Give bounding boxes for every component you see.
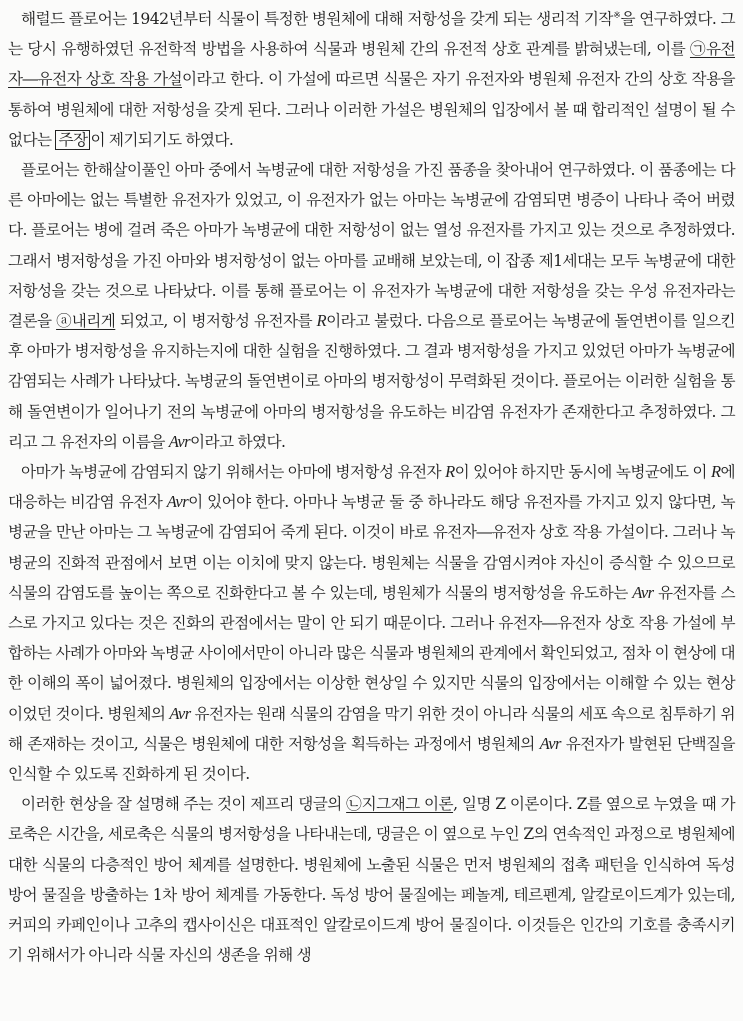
gene-symbol-avr: Avr (539, 733, 561, 753)
gene-symbol-avr: Avr (166, 492, 189, 512)
passage-text (8, 4, 735, 971)
p2-text-a: 플로어는 한해살이풀인 아마 중에서 녹병균에 대한 저항성을 가진 품종을 찾아내어 연구하였다. 이 품종에는 다른 아마에는 없는 특별한 유전자가 있었고, 이 유전자가 없는 아마는 녹병균에 감염되면 병증이 나타나 죽어 버렸다. 플로어는 병에 걸려 죽은 아마가 녹병균에 대한 저항성이 없는 열성 유전자를 가지고 있는 것으로 추정하였다. 그래서 병저항성을 가진 아마와 병저항성이 없는 아마를 교배해 보았는데, 이 잡종 제1세대는 모두 녹병균에 대한 저항성을 갖는 것으로 나타났다. 이를 통해 플로어는 이 유전자가 녹병균에 대한 저항성을 갖는 우성 유전자라는 결론을 (8, 161, 735, 331)
paragraph-2 (8, 155, 735, 457)
footnote-mark: ※ (612, 10, 621, 21)
paragraph-1 (8, 4, 735, 155)
p1-text-a: 해럴드 플로어는 1942년부터 식물이 특정한 병원체에 대해 저항성을 갖게 되는 생리적 기작 (21, 10, 613, 28)
p3-text-f: 유전자는 원래 식물의 감염을 막기 위한 것이 아니라 식물의 세포 속으로 침투하기 위해 존재하는 것이고, 식물은 병원체에 대한 저항성을 획득하는 과정에서 병원체의 (8, 704, 735, 753)
p1-text-b: 을 연구하였다. 그는 당시 유행하였던 유전학적 방법을 사용하여 식물과 병원체 간의 유전적 상호 관계를 밝혀냈는데, 이를 (8, 10, 735, 59)
p4-text-a: 이러한 현상을 잘 설명해 주는 것이 제프리 댕글의 (21, 795, 347, 814)
gene-symbol-avr: Avr (632, 582, 654, 602)
p1-text-d: 이 제기되기도 하였다. (90, 130, 234, 149)
p1-text-c: 이라고 한다. 이 가설에 따르면 식물은 자기 유전자와 병원체 유전자 간의 상호 작용을 통하여 병원체에 대한 저항성을 갖게 된다. 그러나 이러한 가설은 병원체의 입장에서 볼 때 합리적인 설명이 될 수 없다는 (8, 70, 735, 149)
paragraph-4 (8, 789, 735, 970)
underlined-term-gene-for-gene-hypothesis: ㉠유전자―유전자 상호 작용 가설 (8, 40, 735, 89)
p4-text-b: , 일명 Z 이론이다. Z를 옆으로 누였을 때 가로축은 시간을, 세로축은 식물의 병저항성을 나타내는데, 댕글은 이 옆으로 누인 Z의 연속적인 과정으로 병원체에 대한 식물의 다층적인 방어 체계를 설명한다. 병원체에 노출된 식물은 먼저 병원체의 접촉 패턴을 인식하여 독성 방어 물질을 방출하는 1차 방어 체계를 가동한다. 독성 방어 물질에는 페놀계, 테르펜계, 알칼로이드계가 있는데, 커피의 카페인이나 고추의 캡사이신은 대표적인 알칼로이드계 방어 물질이다. 이것들은 인간의 기호를 충족시키기 위해서가 아니라 식물 자신의 생존을 위해 생 (8, 795, 735, 965)
p3-text-d: 이 있어야 한다. 아마나 녹병균 둘 중 하나라도 해당 유전자를 가지고 있지 않다면, 녹병균을 만난 아마는 그 녹병균에 감염되어 죽게 된다. 이것이 바로 유전자―유전자 상호 작용 가설이다. 그러나 녹병균의 진화적 관점에서 보면 이는 이치에 맞지 않는다. 병원체는 식물을 감염시켜야 자신이 증식할 수 있으므로 식물의 감염도를 높이는 쪽으로 진화한다고 볼 수 있는데, 병원체가 식물의 병저항성을 유도하는 (8, 493, 735, 602)
underlined-term-zigzag-theory: ㉡지그재그 이론 (346, 795, 454, 814)
gene-symbol-r: R (316, 311, 327, 331)
p3-text-b: 이 있어야 하지만 동시에 녹병균에도 이 (454, 463, 711, 482)
boxed-word-claim: 주장 (55, 130, 90, 150)
p3-text-g: 유전자가 발현된 단백질을 인식할 수 있도록 진화하게 된 것이다. (8, 734, 735, 784)
p3-text-a: 아마가 녹병균에 감염되지 않기 위해서는 아마에 병저항성 유전자 (21, 463, 446, 482)
gene-symbol-avr: Avr (168, 431, 191, 451)
paragraph-3 (8, 457, 735, 789)
p3-text-c: 에 대응하는 비감염 유전자 (8, 463, 735, 512)
gene-symbol-r: R (445, 462, 455, 482)
gene-symbol-r: R (710, 462, 721, 482)
p2-text-d: 이라고 하였다. (190, 432, 286, 451)
p2-text-c: 이라고 불렀다. 다음으로 플로어는 녹병균에 돌연변이를 일으킨 후 아마가 병저항성을 유지하는지에 대한 실험을 진행하였다. 그 결과 병저항성을 가지고 있었던 아마가 녹병균에 감염되는 사례가 나타났다. 녹병균의 돌연변이로 아마의 병저항성이 무력화된 것이다. 플로어는 이러한 실험을 통해 돌연변이가 일어나기 전의 녹병균에 아마의 병저항성을 유도하는 비감염 유전자가 존재한다고 추정하였다. 그리고 그 유전자의 이름을 (8, 312, 736, 451)
p3-text-e: 유전자를 스스로 가지고 있다는 것은 진화의 관점에서는 말이 안 되기 때문이다. 그러나 유전자―유전자 상호 작용 가설에 부합하는 사례가 아마와 녹병균 사이에서만이 아니라 많은 식물과 병원체의 관계에서 확인되었고, 점차 이 현상에 대한 이해의 폭이 넓어졌다. 병원체의 입장에서는 이상한 현상일 수 있지만 식물의 입장에서는 이해할 수 있는 현상이었던 것이다. 병원체의 (8, 583, 735, 723)
underlined-word-a: ⓐ내리게 (56, 312, 116, 331)
gene-symbol-avr: Avr (169, 703, 191, 723)
p2-text-b: 되었고, 이 병저항성 유전자를 (115, 312, 317, 331)
